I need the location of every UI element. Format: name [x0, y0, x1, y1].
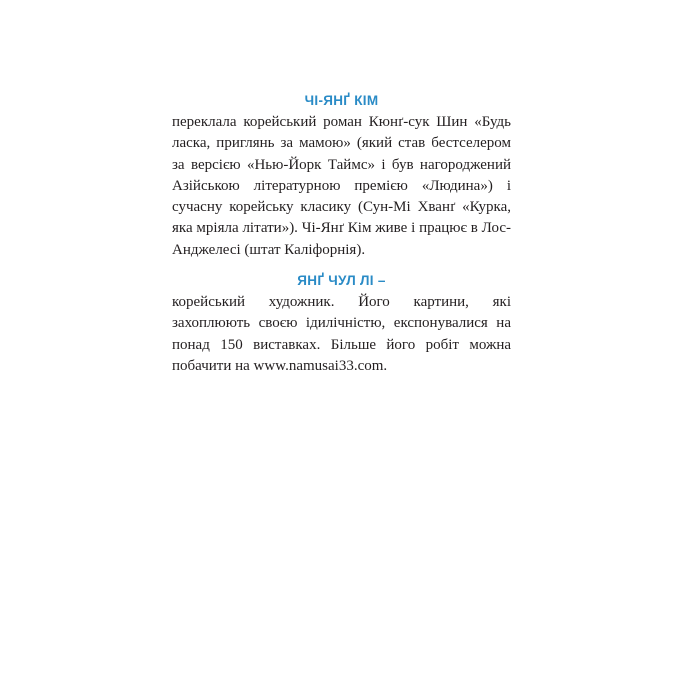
illustrator-name-heading: ЯНҐ ЧУЛ ЛІ –: [297, 273, 386, 288]
translator-bio-text: переклала корейський роман Кюнґ-сук Шин «Будь ласка, приглянь за мамою» (який став бестселером за версією «Нью-Йорк Таймс» і був нагороджений Азійською літературною премією «Людина») і сучасну корейську класику (Сун-Мі Хванґ «Курка, яка мріяла літати»). Чі-Янґ Кім живе і працює в Лос-Анджелесі (штат Каліфорнія).: [172, 114, 511, 258]
illustrator-bio-text: корейський художник. Його картини, які захоплюють своєю ідилічністю, експонувалися на понад 150 виставках. Більше його робіт можна побачити на www.namusai33.com.: [172, 294, 511, 374]
translator-name-heading: ЧІ-ЯНҐ КІМ: [304, 93, 379, 108]
illustrator-bio: [172, 272, 511, 377]
translator-bio: [172, 92, 511, 261]
